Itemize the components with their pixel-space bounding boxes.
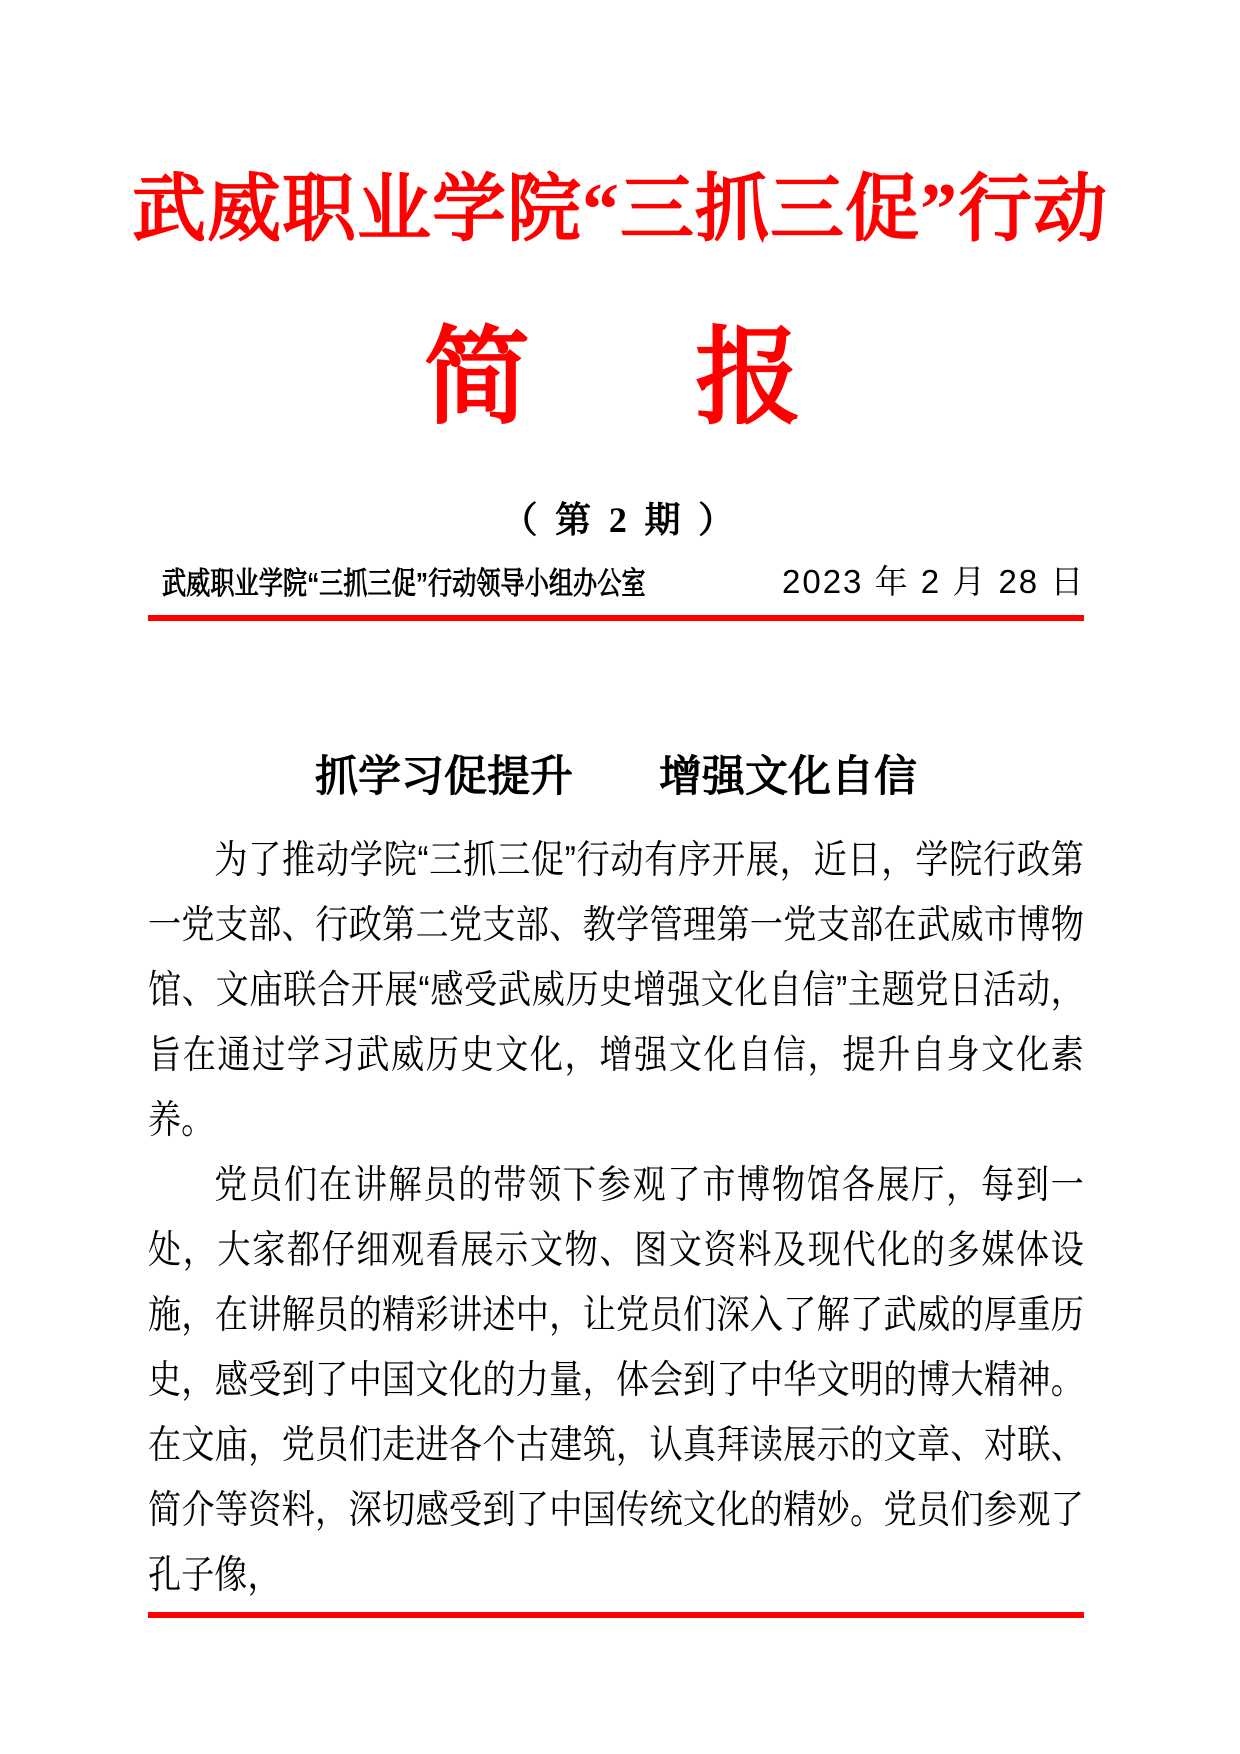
article-paragraph-1: 为了推动学院“三抓三促”行动有序开展，近日，学院行政第一党支部、行政第二党支部、教学管理第一党支部在武威市博物馆、文庙联合开展“感受武威历史增强文化自信”主题党日活动，旨在通过学习武威历史文化，增强文化自信，提升自身文化素养。: [148, 838, 1084, 1142]
issue-date: 2023 年 2 月 28 日: [782, 563, 1086, 600]
issue-number: （ 第 2 期 ）: [501, 500, 739, 540]
article: [148, 752, 1084, 1608]
masthead-subtitle: 简 报: [423, 320, 831, 437]
article-paragraph-2: 党员们在讲解员的带领下参观了市博物馆各展厅，每到一处，大家都仔细观看展示文物、图文资料及现代化的多媒体设施，在讲解员的精彩讲述中，让党员们深入了解了武威的厚重历史，感受到了中国文化的力量，体会到了中华文明的博大精神。在文庙，党员们走进各个古建筑，认真拜读展示的文章、对联、简介等资料，深切感受到了中国传统文化的精妙。党员们参观了孔子像，: [148, 1163, 1084, 1597]
article-heading: 抓学习促提升 增强文化自信: [315, 754, 917, 801]
masthead-info-row: [148, 556, 1084, 621]
article-body: [148, 828, 1084, 1608]
issuing-office: 武威职业学院“三抓三促”行动领导小组办公室: [162, 566, 646, 601]
masthead-title: 武威职业学院“三抓三促”行动: [132, 169, 1108, 251]
footer-double-rule: [148, 1612, 1084, 1618]
